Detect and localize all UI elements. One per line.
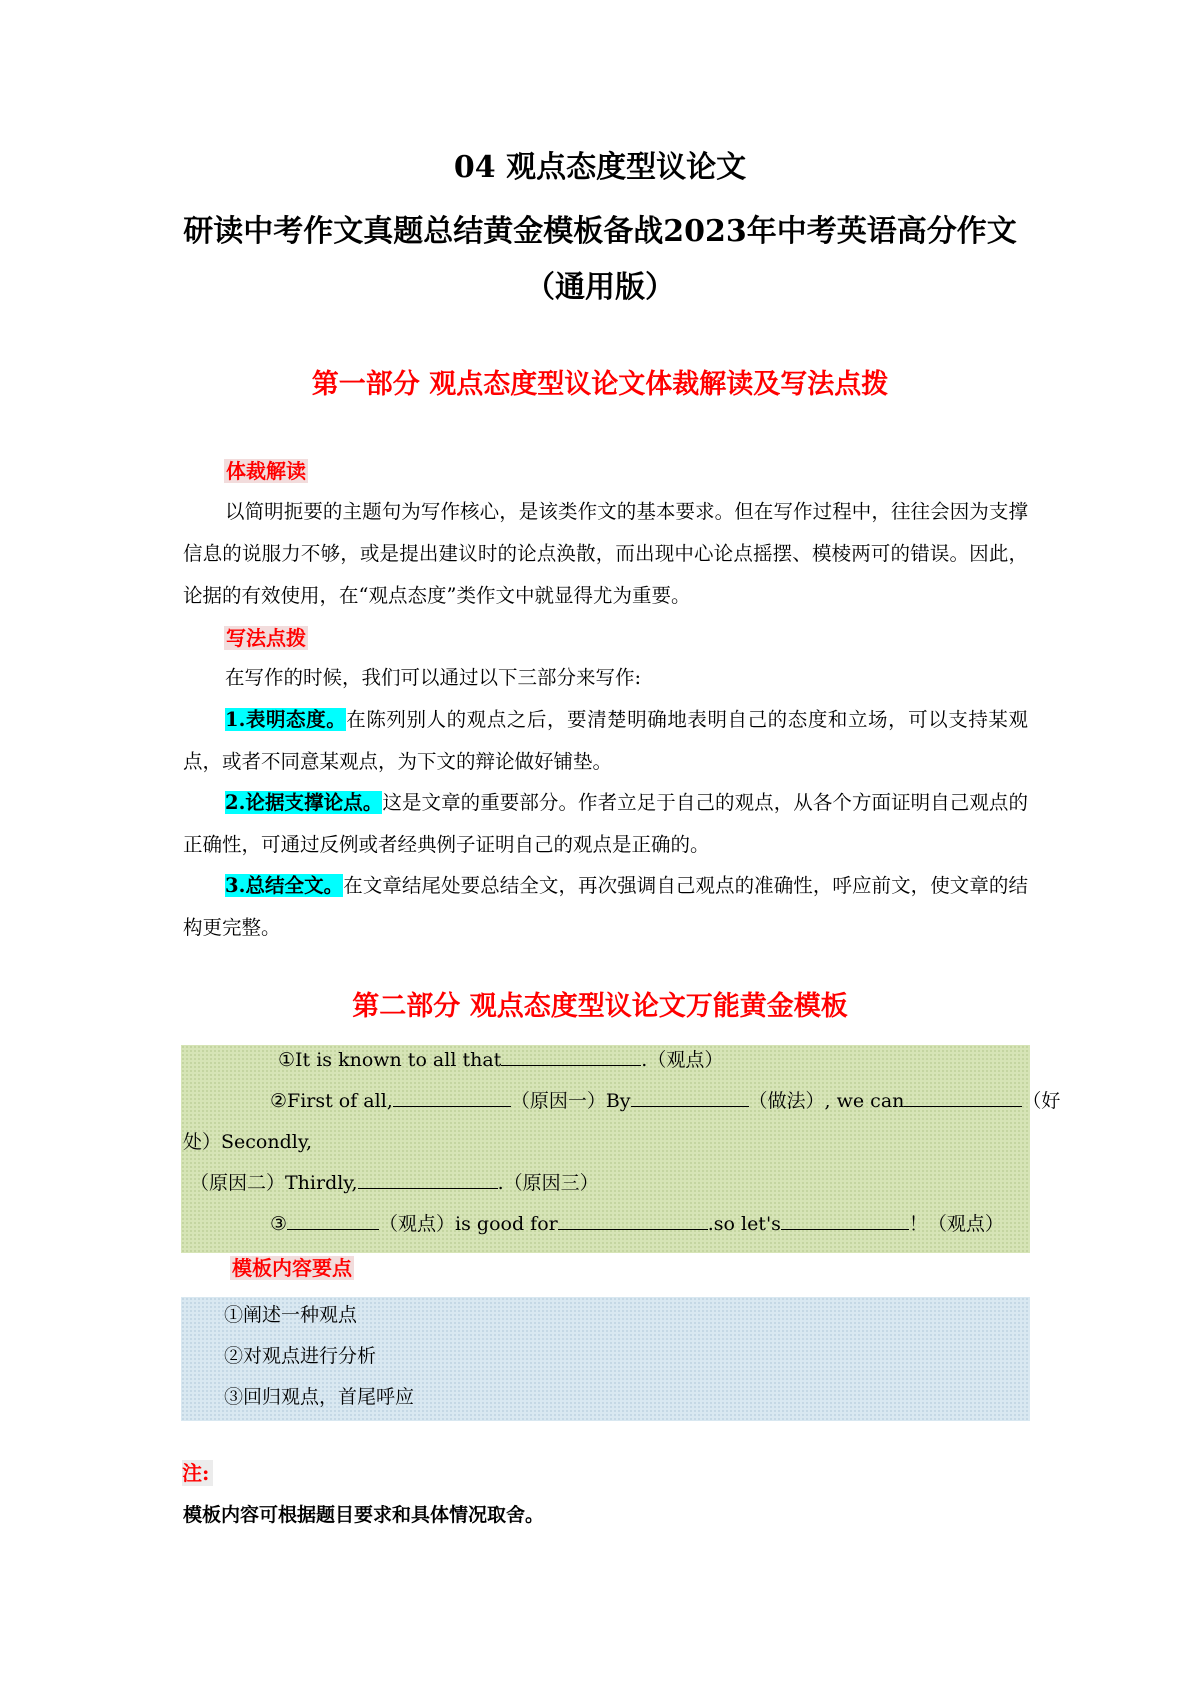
- points-label: 模板内容要点: [232, 1256, 352, 1280]
- step-1-text: 在陈列别人的观点之后，要清楚明确地表明自己的态度和立场，可以支持某观点，或者不同意某观点，为下文的辩论做好铺垫。: [183, 708, 1028, 773]
- template-text: （原因一）By: [510, 1090, 631, 1112]
- template-text: （好: [1022, 1090, 1061, 1112]
- template-line-3: 处）Secondly,: [183, 1131, 313, 1153]
- template-text: ③: [270, 1213, 288, 1235]
- blank-line: [781, 1211, 909, 1230]
- template-text: （观点）is good for: [379, 1213, 558, 1235]
- template-text: ②First of all,: [270, 1090, 393, 1112]
- template-text: .（观点）: [641, 1049, 724, 1071]
- template-text: .（原因三）: [497, 1172, 599, 1194]
- points-label-wrap: [230, 1255, 354, 1281]
- step-2: [183, 782, 1028, 866]
- step-3: [183, 865, 1028, 949]
- template-line-4: [190, 1170, 599, 1196]
- note-text: 模板内容可根据题目要求和具体情况取舍。: [183, 1504, 545, 1526]
- blank-line: [393, 1088, 511, 1107]
- step-2-text: 这是文章的重要部分。作者立足于自己的观点，从各个方面证明自己观点的正确性，可通过反例或者经典例子证明自己的观点是正确的。: [183, 791, 1028, 856]
- part1-heading: 第一部分 观点态度型议论文体裁解读及写法点拨: [311, 369, 889, 400]
- template-text: （做法）, we can: [748, 1090, 905, 1112]
- part2-heading: 第二部分 观点态度型议论文万能黄金模板: [352, 991, 848, 1022]
- tips-label-wrap: [224, 625, 308, 651]
- tips-label: 写法点拨: [226, 626, 306, 650]
- blank-line: [558, 1211, 708, 1230]
- genre-paragraph: 以简明扼要的主题句为写作核心，是该类作文的基本要求。但在写作过程中，往往会因为支撑信息的说服力不够，或是提出建议时的论点涣散，而出现中心论点摇摆、模棱两可的错误。因此，论据的有效使用，在“观点态度”类作文中就显得尤为重要。: [183, 500, 1028, 607]
- step-1-label: 1.表明态度。: [225, 708, 347, 731]
- point-1: ①阐述一种观点: [224, 1304, 358, 1326]
- template-line-1: [278, 1047, 723, 1073]
- note-label: 注:: [182, 1460, 213, 1486]
- template-text: ①It is known to all that: [278, 1049, 502, 1071]
- step-3-label: 3.总结全文。: [225, 874, 344, 897]
- doc-title: 04 观点态度型议论文: [453, 150, 747, 185]
- template-line-5: [270, 1211, 1004, 1237]
- blank-line: [631, 1088, 749, 1107]
- template-text: （原因二）Thirdly,: [190, 1172, 358, 1194]
- doc-subtitle-edition: （通用版）: [525, 270, 675, 305]
- template-line-2: [270, 1088, 1061, 1114]
- point-2: ②对观点进行分析: [224, 1345, 377, 1367]
- blank-line: [501, 1047, 641, 1066]
- blank-line: [904, 1088, 1022, 1107]
- doc-subtitle: 研读中考作文真题总结黄金模板备战2023年中考英语高分作文: [183, 214, 1017, 249]
- blank-line: [358, 1170, 498, 1189]
- template-text: .so let's: [707, 1213, 781, 1235]
- tips-intro: 在写作的时候，我们可以通过以下三部分来写作:: [225, 666, 642, 689]
- template-text: ！（观点）: [908, 1213, 1004, 1235]
- point-3: ③回归观点，首尾呼应: [224, 1386, 415, 1408]
- step-2-label: 2.论据支撑论点。: [225, 791, 383, 814]
- genre-label-wrap: [224, 458, 308, 484]
- blank-line: [287, 1211, 379, 1230]
- genre-label: 体裁解读: [226, 459, 306, 483]
- step-1: [183, 699, 1028, 783]
- step-3-text: 在文章结尾处要总结全文，再次强调自己观点的准确性，呼应前文，使文章的结构更完整。: [183, 874, 1028, 939]
